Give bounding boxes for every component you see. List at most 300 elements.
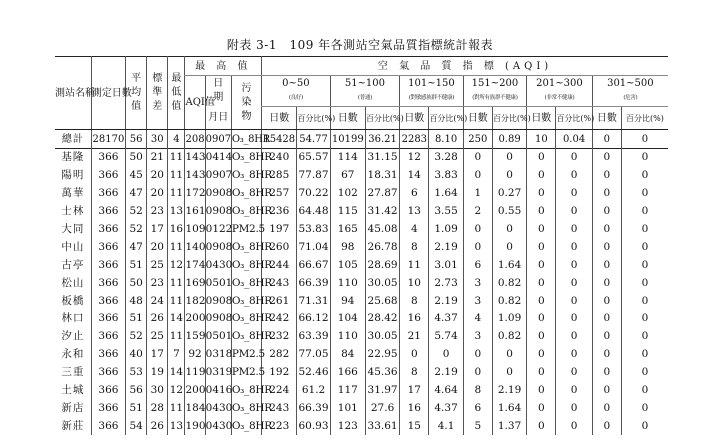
min-cell: 11 <box>168 328 185 346</box>
count-cell-1: 123 <box>330 417 365 435</box>
station-name: 三重 <box>61 366 85 379</box>
count-cell-3: 0 <box>463 346 492 364</box>
pct-cell-1: 31.42 <box>365 203 399 221</box>
pct-cell-2: 4.37 <box>429 399 463 417</box>
pct-cell-2: 4.37 <box>429 310 463 328</box>
days-cell: 366 <box>91 328 125 346</box>
min-cell: 11 <box>168 167 185 185</box>
table-row <box>55 382 668 400</box>
pct-cell-3: 0.82 <box>492 328 526 346</box>
days-cell: 366 <box>91 292 125 310</box>
min-cell: 12 <box>168 256 185 274</box>
pct-cell-4: 0 <box>556 417 592 435</box>
header-range-3: 151~200 <box>463 76 527 91</box>
std-cell: 21 <box>147 149 168 167</box>
station-name: 永和 <box>61 348 85 361</box>
pct-cell-5: 0 <box>621 310 668 328</box>
table-row <box>55 310 668 328</box>
count-cell-4: 0 <box>527 274 556 292</box>
pct-cell-3: 0 <box>492 149 526 167</box>
header-max-date-sub: 月日 <box>205 107 231 130</box>
station-name: 汐止 <box>61 330 85 343</box>
pct-cell-4: 0 <box>556 203 592 221</box>
count-cell-1: 10199 <box>330 130 365 149</box>
min-cell: 14 <box>168 364 185 382</box>
max-aqi-cell: 159 <box>185 328 205 346</box>
pct-cell-1: 27.6 <box>365 399 399 417</box>
min-cell: 11 <box>168 399 185 417</box>
header-level-1: (普通) <box>330 90 400 107</box>
pct-cell-0: 66.12 <box>297 310 330 328</box>
min-cell: 11 <box>168 274 185 292</box>
avg-cell: 52 <box>126 328 147 346</box>
count-cell-3: 0 <box>463 149 492 167</box>
min-cell: 12 <box>168 382 185 400</box>
header-count-2: 日數 <box>400 107 429 130</box>
max-aqi-cell: 140 <box>185 238 205 256</box>
max-aqi-cell: 143 <box>185 167 205 185</box>
count-cell-4: 0 <box>527 167 556 185</box>
count-cell-4: 0 <box>527 399 556 417</box>
pct-cell-3: 0.82 <box>492 292 526 310</box>
max-aqi-cell: 161 <box>185 203 205 221</box>
pct-cell-3: 1.09 <box>492 310 526 328</box>
pct-cell-0: 66.39 <box>297 399 330 417</box>
count-cell-3: 8 <box>463 382 492 400</box>
header-pct-1: 百分比(%) <box>365 107 399 130</box>
pollutant-cell: O₃_8HR <box>231 382 261 400</box>
header-count-0: 日數 <box>262 107 297 130</box>
header-level-4: (非常不健康) <box>527 90 593 107</box>
table-row <box>55 292 668 310</box>
pollutant-cell: O₃_8HR <box>231 203 261 221</box>
count-cell-4: 0 <box>527 417 556 435</box>
min-cell: 11 <box>168 185 185 203</box>
pct-cell-5: 0 <box>621 328 668 346</box>
count-cell-2: 2283 <box>400 130 429 149</box>
table-row <box>55 203 668 221</box>
pct-cell-4: 0 <box>556 256 592 274</box>
count-cell-4: 0 <box>527 185 556 203</box>
min-cell: 14 <box>168 310 185 328</box>
table-row <box>55 149 668 167</box>
std-cell: 23 <box>147 203 168 221</box>
count-cell-0: 285 <box>262 167 297 185</box>
table-row <box>55 399 668 417</box>
header-count-5: 日數 <box>592 107 621 130</box>
pol-header-text: 污 染 物 <box>241 82 252 122</box>
pct-cell-1: 30.05 <box>365 274 399 292</box>
pct-cell-1: 25.68 <box>365 292 399 310</box>
count-cell-0: 223 <box>262 417 297 435</box>
header-max-pollutant <box>231 76 261 130</box>
count-cell-5: 0 <box>592 274 621 292</box>
pct-cell-2: 1.64 <box>429 185 463 203</box>
pct-cell-2: 2.19 <box>429 292 463 310</box>
std-cell: 25 <box>147 256 168 274</box>
count-cell-5: 0 <box>592 256 621 274</box>
count-cell-5: 0 <box>592 364 621 382</box>
min-cell: 11 <box>168 238 185 256</box>
avg-cell: 50 <box>126 149 147 167</box>
max-date-cell: 0908 <box>205 185 231 203</box>
max-aqi-cell: 109 <box>185 221 205 239</box>
table-row <box>55 328 668 346</box>
pct-cell-0: 77.87 <box>297 167 330 185</box>
avg-cell: 56 <box>126 130 147 149</box>
count-cell-3: 3 <box>463 274 492 292</box>
avg-cell: 47 <box>126 238 147 256</box>
pollutant-cell: O₃_8HR <box>231 130 261 149</box>
pct-cell-4: 0 <box>556 364 592 382</box>
count-cell-5: 0 <box>592 185 621 203</box>
pct-cell-0: 52.46 <box>297 364 330 382</box>
pct-cell-2: 3.28 <box>429 149 463 167</box>
max-aqi-cell: 208 <box>185 130 205 149</box>
count-cell-0: 192 <box>262 364 297 382</box>
pollutant-cell: O₃_8HR <box>231 167 261 185</box>
days-cell: 366 <box>91 310 125 328</box>
max-date-cell: 0318 <box>205 346 231 364</box>
pct-cell-0: 77.05 <box>297 346 330 364</box>
count-cell-5: 0 <box>592 310 621 328</box>
header-range-0: 0~50 <box>262 76 331 91</box>
pct-cell-2: 8.10 <box>429 130 463 149</box>
count-cell-2: 8 <box>400 292 429 310</box>
count-cell-1: 104 <box>330 310 365 328</box>
pct-cell-5: 0 <box>621 221 668 239</box>
pct-cell-5: 0 <box>621 256 668 274</box>
count-cell-0: 243 <box>262 399 297 417</box>
count-cell-5: 0 <box>592 221 621 239</box>
pct-cell-0: 70.22 <box>297 185 330 203</box>
min-header-text: 最 低 值 <box>171 73 182 112</box>
station-name: 中山 <box>61 240 85 253</box>
total-row <box>55 130 668 149</box>
pct-cell-0: 64.48 <box>297 203 330 221</box>
pct-cell-4: 0 <box>556 346 592 364</box>
count-cell-3: 6 <box>463 256 492 274</box>
std-cell: 24 <box>147 292 168 310</box>
count-cell-1: 114 <box>330 149 365 167</box>
std-cell: 26 <box>147 417 168 435</box>
count-cell-5: 0 <box>592 417 621 435</box>
pct-cell-2: 5.74 <box>429 328 463 346</box>
count-cell-3: 0 <box>463 238 492 256</box>
count-cell-4: 0 <box>527 221 556 239</box>
count-cell-2: 8 <box>400 364 429 382</box>
pct-cell-2: 0 <box>429 346 463 364</box>
count-cell-1: 115 <box>330 203 365 221</box>
header-level-2: (對敏感族群不健康) <box>400 90 464 107</box>
pct-cell-0: 71.31 <box>297 292 330 310</box>
min-cell: 11 <box>168 292 185 310</box>
station-name: 林口 <box>61 312 85 325</box>
std-cell: 28 <box>147 399 168 417</box>
count-cell-0: 243 <box>262 274 297 292</box>
std-cell: 20 <box>147 167 168 185</box>
count-cell-5: 0 <box>592 203 621 221</box>
pct-cell-5: 0 <box>621 130 668 149</box>
count-cell-3: 0 <box>463 221 492 239</box>
pct-cell-5: 0 <box>621 203 668 221</box>
station-name: 松山 <box>61 276 85 289</box>
count-cell-4: 0 <box>527 382 556 400</box>
max-date-cell: 0907 <box>205 130 231 149</box>
count-cell-2: 17 <box>400 382 429 400</box>
pollutant-cell: PM2.5 <box>231 346 261 364</box>
pollutant-cell: O₃_8HR <box>231 256 261 274</box>
max-date-cell: 0908 <box>205 310 231 328</box>
header-pct-4: 百分比(%) <box>556 107 592 130</box>
count-cell-0: 240 <box>262 149 297 167</box>
days-cell: 366 <box>91 221 125 239</box>
station-name: 陽明 <box>61 169 85 182</box>
count-cell-0: 282 <box>262 346 297 364</box>
count-cell-0: 257 <box>262 185 297 203</box>
pct-cell-3: 1.37 <box>492 417 526 435</box>
header-level-3: (對所有族群不健康) <box>463 90 527 107</box>
avg-cell: 53 <box>126 364 147 382</box>
pct-cell-5: 0 <box>621 274 668 292</box>
max-aqi-cell: 92 <box>185 346 205 364</box>
max-aqi-cell: 200 <box>185 310 205 328</box>
pct-cell-5: 0 <box>621 185 668 203</box>
count-cell-2: 21 <box>400 328 429 346</box>
pct-cell-5: 0 <box>621 364 668 382</box>
count-cell-5: 0 <box>592 346 621 364</box>
station-name: 萬華 <box>61 187 85 200</box>
header-std <box>147 57 168 130</box>
pct-cell-2: 2.19 <box>429 238 463 256</box>
max-date-cell: 0430 <box>205 399 231 417</box>
pct-cell-1: 26.78 <box>365 238 399 256</box>
pct-cell-1: 30.05 <box>365 328 399 346</box>
pct-cell-4: 0 <box>556 167 592 185</box>
pollutant-cell: O₃_8HR <box>231 238 261 256</box>
avg-cell: 47 <box>126 185 147 203</box>
pct-cell-0: 71.04 <box>297 238 330 256</box>
pct-cell-3: 0 <box>492 364 526 382</box>
pct-cell-3: 0.89 <box>492 130 526 149</box>
max-date-cell: 0414 <box>205 149 231 167</box>
header-station: 測站名稱 <box>55 57 91 130</box>
avg-cell: 40 <box>126 346 147 364</box>
count-cell-4: 0 <box>527 238 556 256</box>
count-cell-0: 261 <box>262 292 297 310</box>
std-cell: 20 <box>147 238 168 256</box>
pollutant-cell: O₃_8HR <box>231 310 261 328</box>
header-max-group: 最 高 值 <box>185 57 262 76</box>
pct-cell-5: 0 <box>621 238 668 256</box>
pct-cell-1: 22.95 <box>365 346 399 364</box>
avg-cell: 56 <box>126 382 147 400</box>
std-cell: 26 <box>147 310 168 328</box>
aqi-statistics-table <box>55 56 668 435</box>
pct-cell-2: 3.55 <box>429 203 463 221</box>
count-cell-5: 0 <box>592 382 621 400</box>
count-cell-4: 0 <box>527 256 556 274</box>
count-cell-2: 0 <box>400 346 429 364</box>
std-cell: 30 <box>147 130 168 149</box>
pct-cell-3: 0.55 <box>492 203 526 221</box>
station-name: 板橋 <box>61 294 85 307</box>
max-date-cell: 0908 <box>205 238 231 256</box>
count-cell-0: 244 <box>262 256 297 274</box>
pct-cell-0: 61.2 <box>297 382 330 400</box>
pct-cell-5: 0 <box>621 382 668 400</box>
count-cell-2: 6 <box>400 185 429 203</box>
pct-cell-5: 0 <box>621 167 668 185</box>
min-cell: 7 <box>168 346 185 364</box>
count-cell-4: 0 <box>527 310 556 328</box>
min-cell: 11 <box>168 149 185 167</box>
header-pct-2: 百分比(%) <box>429 107 463 130</box>
std-cell: 20 <box>147 185 168 203</box>
pct-cell-3: 1.64 <box>492 399 526 417</box>
count-cell-2: 15 <box>400 417 429 435</box>
max-aqi-cell: 182 <box>185 292 205 310</box>
pollutant-cell: O₃_8HR <box>231 417 261 435</box>
pct-cell-3: 2.19 <box>492 382 526 400</box>
pollutant-cell: O₃_8HR <box>231 328 261 346</box>
table-row <box>55 185 668 203</box>
count-cell-0: 242 <box>262 310 297 328</box>
count-cell-4: 0 <box>527 328 556 346</box>
pct-cell-1: 31.15 <box>365 149 399 167</box>
std-cell: 30 <box>147 382 168 400</box>
pct-cell-1: 28.42 <box>365 310 399 328</box>
pct-cell-5: 0 <box>621 346 668 364</box>
count-cell-4: 0 <box>527 203 556 221</box>
station-name: 古亭 <box>61 258 85 271</box>
avg-cell: 52 <box>126 203 147 221</box>
pct-cell-2: 4.1 <box>429 417 463 435</box>
pct-cell-4: 0.04 <box>556 130 592 149</box>
header-count-1: 日數 <box>330 107 365 130</box>
count-cell-0: 232 <box>262 328 297 346</box>
pollutant-cell: O₃_8HR <box>231 185 261 203</box>
count-cell-4: 0 <box>527 346 556 364</box>
count-cell-3: 0 <box>463 167 492 185</box>
count-cell-2: 14 <box>400 167 429 185</box>
header-pct-0: 百分比(%) <box>297 107 330 130</box>
table-row <box>55 364 668 382</box>
table-row <box>55 417 668 435</box>
days-cell: 366 <box>91 149 125 167</box>
pct-cell-4: 0 <box>556 310 592 328</box>
pct-cell-1: 45.08 <box>365 221 399 239</box>
count-cell-5: 0 <box>592 238 621 256</box>
header-range-2: 101~150 <box>400 76 464 91</box>
count-cell-2: 4 <box>400 221 429 239</box>
std-cell: 23 <box>147 274 168 292</box>
count-cell-1: 98 <box>330 238 365 256</box>
count-cell-2: 8 <box>400 238 429 256</box>
days-cell: 366 <box>91 238 125 256</box>
header-level-0: (良好) <box>262 90 331 107</box>
pollutant-cell: O₃_8HR <box>231 274 261 292</box>
std-cell: 17 <box>147 346 168 364</box>
min-cell: 13 <box>168 417 185 435</box>
station-name: 大同 <box>61 223 85 235</box>
count-cell-3: 2 <box>463 203 492 221</box>
header-days: 測定日數 <box>91 57 125 130</box>
count-cell-3: 3 <box>463 292 492 310</box>
count-cell-1: 102 <box>330 185 365 203</box>
station-name: 總計 <box>61 133 84 145</box>
count-cell-0: 197 <box>262 221 297 239</box>
count-cell-4: 10 <box>527 130 556 149</box>
pct-cell-1: 36.21 <box>365 130 399 149</box>
avg-cell: 45 <box>126 167 147 185</box>
max-date-cell: 0501 <box>205 274 231 292</box>
pct-cell-4: 0 <box>556 221 592 239</box>
days-cell: 366 <box>91 364 125 382</box>
max-aqi-cell: 200 <box>185 382 205 400</box>
pct-cell-0: 60.93 <box>297 417 330 435</box>
max-date-cell: 0907 <box>205 167 231 185</box>
count-cell-2: 11 <box>400 256 429 274</box>
count-cell-1: 101 <box>330 399 365 417</box>
count-cell-5: 0 <box>592 130 621 149</box>
pct-cell-4: 0 <box>556 292 592 310</box>
avg-cell: 51 <box>126 399 147 417</box>
pct-cell-0: 53.83 <box>297 221 330 239</box>
pct-cell-0: 66.39 <box>297 274 330 292</box>
count-cell-5: 0 <box>592 292 621 310</box>
count-cell-3: 3 <box>463 328 492 346</box>
days-cell: 366 <box>91 256 125 274</box>
count-cell-3: 1 <box>463 185 492 203</box>
count-cell-5: 0 <box>592 399 621 417</box>
header-range-1: 51~100 <box>330 76 400 91</box>
count-cell-0: 224 <box>262 382 297 400</box>
table-row <box>55 274 668 292</box>
pct-cell-0: 63.39 <box>297 328 330 346</box>
count-cell-0: 15428 <box>262 130 297 149</box>
min-cell: 16 <box>168 221 185 239</box>
count-cell-2: 16 <box>400 399 429 417</box>
pct-cell-4: 0 <box>556 238 592 256</box>
avg-cell: 48 <box>126 292 147 310</box>
pct-cell-3: 1.64 <box>492 256 526 274</box>
header-range-4: 201~300 <box>527 76 593 91</box>
pct-cell-4: 0 <box>556 382 592 400</box>
max-date-cell: 0430 <box>205 417 231 435</box>
count-cell-0: 260 <box>262 238 297 256</box>
pct-cell-1: 28.69 <box>365 256 399 274</box>
pct-cell-4: 0 <box>556 328 592 346</box>
count-cell-2: 10 <box>400 274 429 292</box>
count-cell-2: 13 <box>400 203 429 221</box>
count-cell-5: 0 <box>592 328 621 346</box>
days-cell: 366 <box>91 417 125 435</box>
pct-cell-0: 54.77 <box>297 130 330 149</box>
pollutant-cell: O₃_8HR <box>231 292 261 310</box>
pct-cell-0: 66.67 <box>297 256 330 274</box>
max-aqi-cell: 190 <box>185 417 205 435</box>
count-cell-5: 0 <box>592 167 621 185</box>
std-cell: 25 <box>147 328 168 346</box>
count-cell-1: 110 <box>330 274 365 292</box>
pct-cell-3: 0 <box>492 221 526 239</box>
days-cell: 366 <box>91 167 125 185</box>
max-aqi-cell: 119 <box>185 364 205 382</box>
std-cell: 19 <box>147 364 168 382</box>
std-cell: 17 <box>147 221 168 239</box>
count-cell-5: 0 <box>592 149 621 167</box>
